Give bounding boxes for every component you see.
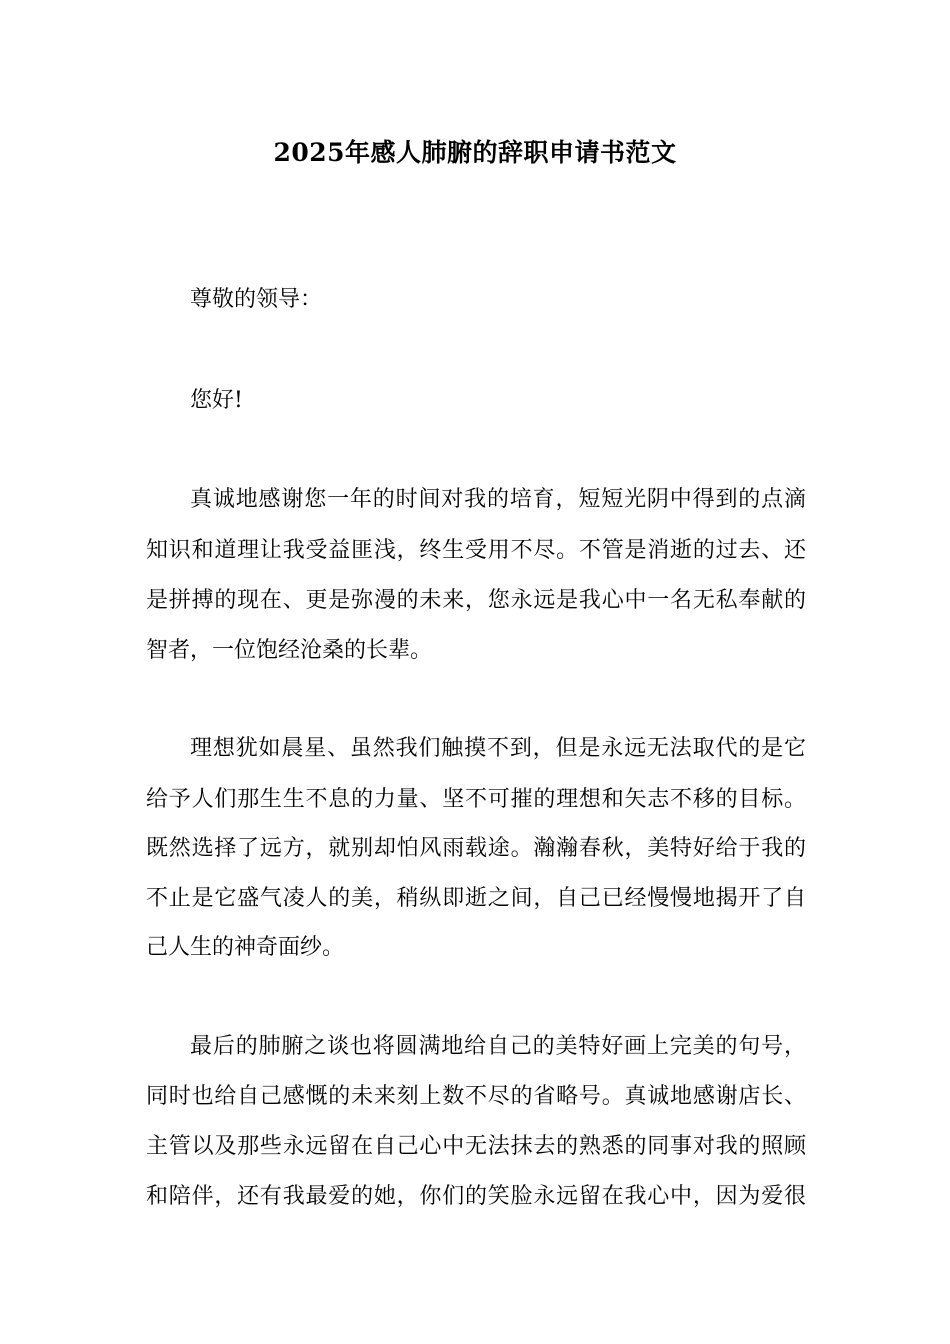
document-title: 2025年感人肺腑的辞职申请书范文 (273, 138, 677, 167)
paragraph-line: 最后的肺腑之谈也将圆满地给自己的美特好画上完美的句号， (190, 1034, 806, 1059)
paragraph-line: 己人生的神奇面纱。 (146, 935, 345, 960)
paragraph-line: 理想犹如晨星、虽然我们触摸不到，但是永远无法取代的是它 (190, 736, 806, 761)
paragraph-line: 知识和道理让我受益匪浅，终生受用不尽。不管是消逝的过去、还 (146, 538, 806, 563)
paragraph-line: 不止是它盛气凌人的美，稍纵即逝之间，自己已经慢慢地揭开了自 (146, 886, 806, 911)
paragraph-line: 是拼搏的现在、更是弥漫的未来，您永远是我心中一名无私奉献的 (146, 588, 806, 613)
paragraph-line: 同时也给自己感慨的未来刻上数不尽的省略号。真诚地感谢店长、 (146, 1084, 806, 1109)
greeting: 您好! (190, 388, 243, 413)
paragraph-line: 和陪伴，还有我最爱的她，你们的笑脸永远留在我心中，因为爱很 (146, 1184, 806, 1209)
paragraph-line: 真诚地感谢您一年的时间对我的培育，短短光阴中得到的点滴 (190, 487, 806, 512)
paragraph-line: 给予人们那生生不息的力量、坚不可摧的理想和矢志不移的目标。 (146, 787, 806, 812)
paragraph-line: 智者，一位饱经沧桑的长辈。 (146, 638, 433, 663)
paragraph-line: 主管以及那些永远留在自己心中无法抹去的熟悉的同事对我的照顾 (146, 1134, 806, 1159)
salutation: 尊敬的领导： (190, 287, 323, 312)
paragraph-line: 既然选择了远方，就别却怕风雨载途。瀚瀚春秋，美特好给于我的 (146, 836, 806, 861)
